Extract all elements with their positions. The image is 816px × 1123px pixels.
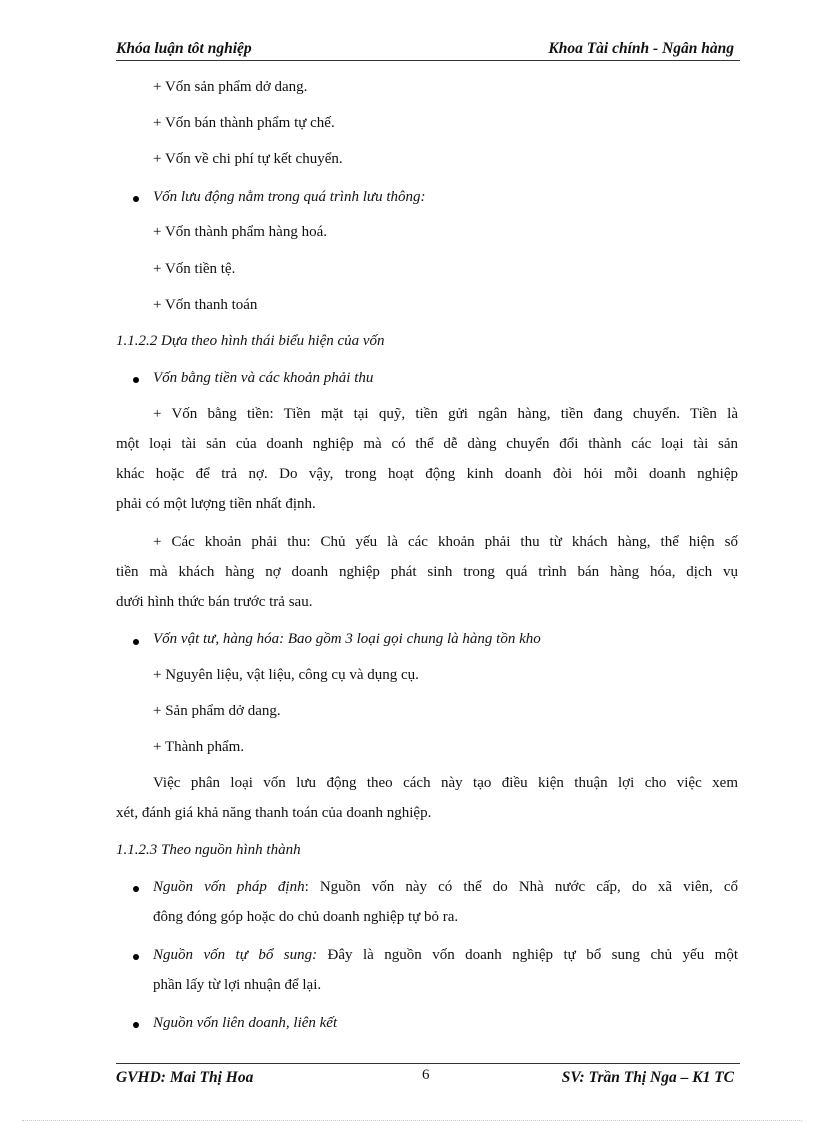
- footer-student: SV: Trần Thị Nga – K1 TC: [561, 1069, 734, 1086]
- paragraph-line: xét, đánh giá khả năng thanh toán của doanh nghiệp.: [116, 805, 432, 821]
- bullet-icon: [133, 639, 139, 645]
- list-item: + Nguyên liệu, vật liệu, công cụ và dụng cụ.: [153, 667, 419, 683]
- footer-supervisor: GVHD: Mai Thị Hoa: [116, 1069, 254, 1086]
- paragraph-line: dưới hình thức bán trước trả sau.: [116, 594, 313, 610]
- header-left: Khóa luận tôt nghiệp: [116, 40, 252, 57]
- bullet-term: Nguồn vốn pháp định: [153, 879, 305, 895]
- bullet-continuation: đông đóng góp hoặc do chủ doanh nghiệp tự bỏ ra.: [153, 909, 459, 925]
- list-item: + Vốn tiền tệ.: [153, 261, 236, 277]
- bullet-line: [153, 877, 738, 897]
- bullet-text: : Nguồn vốn này có thể do Nhà nước cấp, do xã viên, cổ: [304, 879, 738, 895]
- paragraph-line: khác hoặc để trả nợ. Do vậy, trong hoạt động kinh doanh đòi hỏi mỗi doanh nghiệp: [116, 466, 738, 482]
- list-item: + Sản phẩm dở dang.: [153, 703, 281, 719]
- page-header: [116, 38, 740, 61]
- paragraph-line: + Vốn bằng tiền: Tiền mặt tại quỹ, tiền gửi ngân hàng, tiền đang chuyển. Tiền là: [153, 406, 738, 422]
- paragraph-line: tiền mà khách hàng nợ doanh nghiệp phát sinh trong quá trình bán hàng hóa, dịch vụ: [116, 564, 738, 580]
- bullet-heading: Vốn vật tư, hàng hóa: Bao gồm 3 loại gọi chung là hàng tồn kho: [153, 631, 541, 647]
- bullet-continuation: phần lấy từ lợi nhuận để lại.: [153, 977, 322, 993]
- bullet-heading: Nguồn vốn liên doanh, liên kết: [153, 1015, 338, 1031]
- bullet-text: Đây là nguồn vốn doanh nghiệp tự bổ sung chủ yếu một: [317, 947, 738, 963]
- bullet-icon: [133, 377, 139, 383]
- header-right: Khoa Tài chính - Ngân hàng: [548, 40, 734, 57]
- paragraph-line: Việc phân loại vốn lưu động theo cách này tạo điều kiện thuận lợi cho việc xem: [153, 775, 738, 791]
- list-item: + Thành phẩm.: [153, 739, 245, 755]
- list-item: + Vốn sản phẩm dở dang.: [153, 79, 308, 95]
- list-item: + Vốn về chi phí tự kết chuyển.: [153, 151, 343, 167]
- page-number: 6: [422, 1067, 430, 1083]
- section-heading: 1.1.2.3 Theo nguồn hình thành: [116, 842, 301, 858]
- list-item: + Vốn bán thành phẩm tự chế.: [153, 115, 335, 131]
- page-edge-divider: [22, 1120, 802, 1121]
- bullet-icon: [133, 1022, 139, 1028]
- bullet-heading: Vốn bằng tiền và các khoản phải thu: [153, 370, 374, 386]
- bullet-icon: [133, 954, 139, 960]
- page-footer: [116, 1063, 740, 1092]
- section-heading: 1.1.2.2 Dựa theo hình thái biểu hiện của vốn: [116, 333, 385, 349]
- bullet-icon: [133, 886, 139, 892]
- list-item: + Vốn thanh toán: [153, 297, 258, 313]
- paragraph-line: + Các khoản phải thu: Chủ yếu là các khoản phải thu từ khách hàng, thể hiện số: [153, 534, 738, 550]
- bullet-term: Nguồn vốn tự bổ sung:: [153, 947, 318, 963]
- list-item: + Vốn thành phẩm hàng hoá.: [153, 224, 327, 240]
- bullet-heading: Vốn lưu động nằm trong quá trình lưu thông:: [153, 189, 426, 205]
- bullet-line: [153, 945, 738, 965]
- bullet-icon: [133, 196, 139, 202]
- paragraph-line: một loại tài sản của doanh nghiệp mà có thể dễ dàng chuyển đổi thành các loại tài sản: [116, 436, 738, 452]
- paragraph-line: phải có một lượng tiền nhất định.: [116, 496, 316, 512]
